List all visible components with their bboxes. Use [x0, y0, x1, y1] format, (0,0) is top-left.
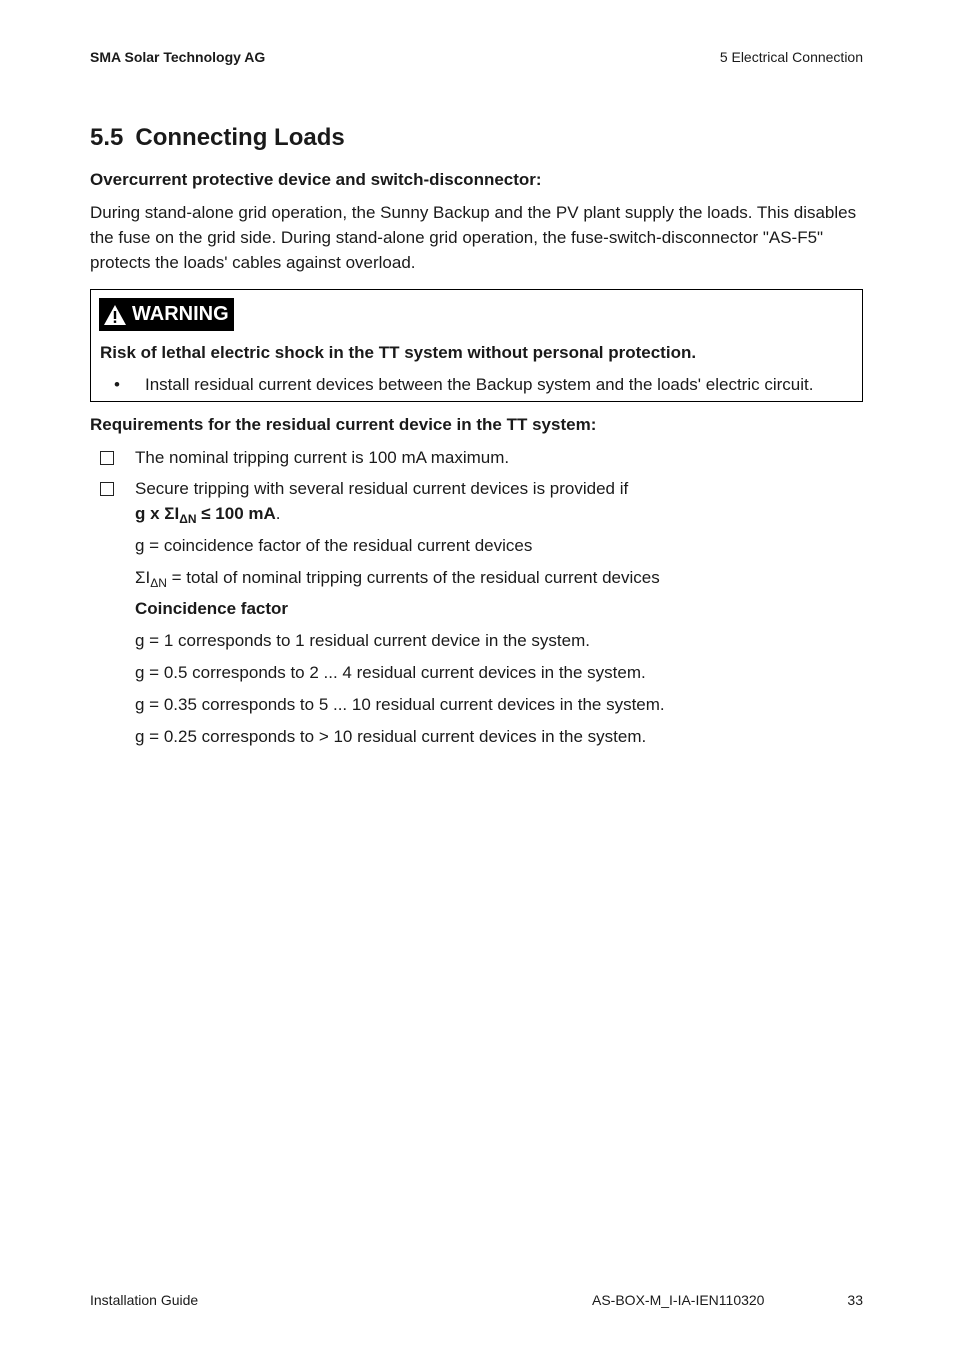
warning-label: WARNING — [132, 303, 229, 325]
formula-end: . — [275, 504, 281, 523]
coincidence-line: g = 0.25 corresponds to > 10 residual current devices in the system. — [135, 727, 647, 746]
section-number: 5.5 — [90, 124, 124, 151]
footer-code: AS-BOX-M_I-IA-IEN110320 — [592, 1292, 765, 1308]
warning-bullet-symbol: • — [114, 375, 120, 394]
warning-bullet-text: Install residual current devices between the Backup system and the loads' electric circuit. — [145, 375, 814, 394]
section-title — [90, 124, 345, 152]
overcurrent-paragraph: During stand-alone grid operation, the Sunny Backup and the PV plant supply the loads. This disables the fuse on the grid side. During stand-alone grid operation, the fuse-switch-disconnector "AS-F5" protects the loads' cables against overload. — [90, 203, 857, 272]
g-definition: g = coincidence factor of the residual current devices — [135, 536, 533, 555]
tripping-formula — [135, 504, 281, 526]
formula-lhs: g x ΣI — [135, 504, 180, 523]
header-company: SMA Solar Technology AG — [90, 49, 266, 65]
requirements-heading: Requirements for the residual current device in the TT system: — [90, 415, 597, 434]
requirement-item-2: Secure tripping with several residual current devices is provided if — [135, 479, 629, 498]
sum-symbol: ΣI — [135, 568, 151, 587]
requirement-item-1: The nominal tripping current is 100 mA maximum. — [135, 448, 510, 467]
section-title-text: Connecting Loads — [135, 124, 345, 151]
footer-page-number: 33 — [847, 1292, 863, 1308]
sum-definition — [135, 568, 660, 590]
warning-badge — [99, 298, 234, 331]
formula-rhs: ≤ 100 mA — [196, 504, 276, 523]
warning-box — [90, 289, 863, 402]
warning-triangle-icon — [103, 304, 127, 326]
formula-subscript: ΔN — [179, 512, 197, 526]
sum-text: = total of nominal tripping currents of the residual current devices — [166, 568, 660, 587]
coincidence-factor-heading: Coincidence factor — [135, 599, 289, 618]
checkbox-icon — [100, 482, 114, 496]
coincidence-line: g = 1 corresponds to 1 residual current device in the system. — [135, 631, 590, 650]
footer-doc: Installation Guide — [90, 1292, 199, 1308]
overcurrent-heading: Overcurrent protective device and switch-disconnector: — [90, 170, 542, 189]
warning-title: Risk of lethal electric shock in the TT system without personal protection. — [100, 343, 697, 362]
checkbox-icon — [100, 451, 114, 465]
document-page — [90, 0, 863, 1352]
coincidence-line: g = 0.35 corresponds to 5 ... 10 residual current devices in the system. — [135, 695, 665, 714]
coincidence-line: g = 0.5 corresponds to 2 ... 4 residual current devices in the system. — [135, 663, 646, 682]
header-chapter: 5 Electrical Connection — [719, 49, 863, 65]
sum-subscript: ΔN — [150, 576, 167, 590]
